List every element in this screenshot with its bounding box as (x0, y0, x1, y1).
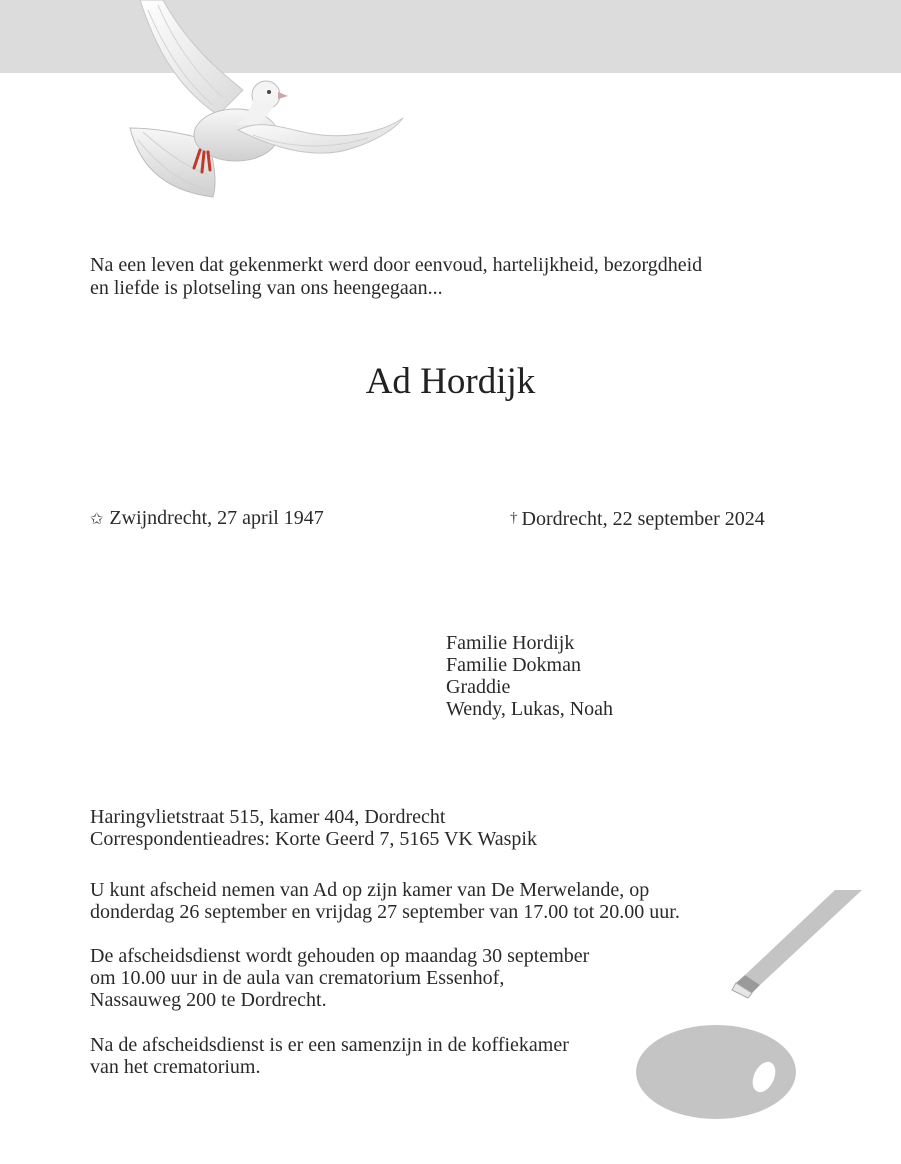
cross-icon: † (510, 510, 518, 526)
intro-line: Na een leven dat gekenmerkt werd door eenvoud, hartelijkheid, bezorgdheid (90, 254, 703, 276)
birth-info (90, 505, 324, 533)
dove-icon (118, 0, 408, 205)
address-line: Haringvlietstraat 515, kamer 404, Dordrecht (90, 806, 446, 828)
family-list (446, 632, 613, 720)
family-member: Wendy, Lukas, Noah (446, 698, 614, 720)
paragraph-line: van het crematorium. (90, 1056, 261, 1078)
correspondence-address: Correspondentieadres: Korte Geerd 7, 5165 VK Waspik (90, 828, 537, 850)
address-block (90, 806, 537, 850)
paragraph-line: U kunt afscheid nemen van Ad op zijn kamer van De Merwelande, op (90, 879, 650, 901)
family-member: Familie Dokman (446, 654, 581, 676)
paragraph-line: om 10.00 uur in de aula van crematorium Essenhof, (90, 967, 505, 989)
palette-brush-icon (630, 885, 870, 1125)
family-member: Graddie (446, 676, 511, 698)
star-icon: ✩ (90, 511, 104, 528)
birth-text: Zwijndrecht, 27 april 1947 (109, 507, 324, 529)
family-member: Familie Hordijk (446, 632, 575, 654)
intro-text (90, 254, 850, 300)
death-info (510, 505, 765, 532)
paragraph-line: Na de afscheidsdienst is er een samenzijn in de koffiekamer (90, 1034, 569, 1056)
intro-line: en liefde is plotseling van ons heengegaan... (90, 277, 443, 299)
paragraph-line: De afscheidsdienst wordt gehouden op maandag 30 september (90, 945, 590, 967)
deceased-name: Ad Hordijk (365, 361, 536, 402)
death-text: Dordrecht, 22 september 2024 (521, 508, 765, 530)
gathering-paragraph (90, 1034, 810, 1078)
paragraph-line: Nassauweg 200 te Dordrecht. (90, 989, 327, 1011)
paragraph-line: donderdag 26 september en vrijdag 27 september van 17.00 tot 20.00 uur. (90, 901, 680, 923)
